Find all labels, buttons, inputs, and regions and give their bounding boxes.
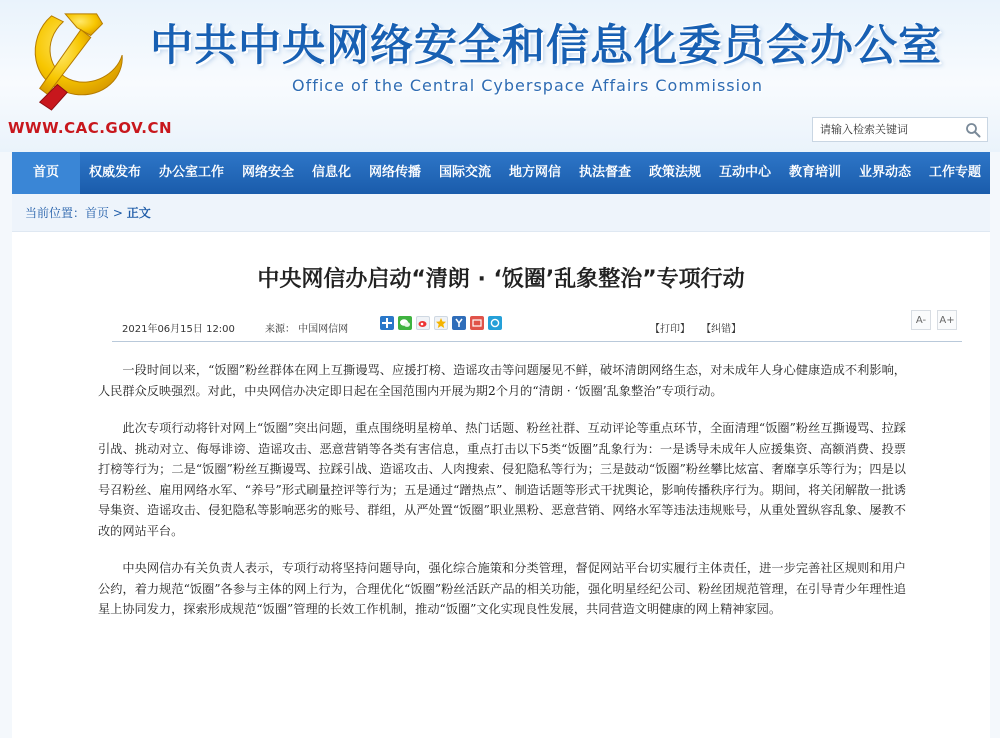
article-actions <box>650 320 749 335</box>
search-input[interactable] <box>813 118 961 141</box>
nav-item-authoritative-release[interactable]: 权威发布 <box>88 165 141 180</box>
breadcrumb <box>12 194 990 232</box>
breadcrumb-separator: > <box>109 206 127 220</box>
search-box <box>812 117 988 142</box>
breadcrumb-prefix: 当前位置： <box>25 206 86 220</box>
share-icons <box>380 316 502 330</box>
nav-item-work-topics[interactable]: 工作专题 <box>928 165 981 180</box>
nav-item-informatization[interactable]: 信息化 <box>311 165 351 180</box>
plus-share-icon[interactable] <box>380 316 394 330</box>
nav-item-online-communication[interactable]: 网络传播 <box>368 165 421 180</box>
nav-item-industry-news[interactable]: 业界动态 <box>858 165 911 180</box>
article-body <box>98 360 906 637</box>
content-panel <box>12 194 990 738</box>
article-paragraph: 中央网信办有关负责人表示，专项行动将坚持问题导向，强化综合施策和分类管理，督促网站平台切实履行主体责任，进一步完善社区规则和用户公约，着力规范“饭圈”各参与主体的网上行为，合理优化“饭圈”粉丝活跃产品的相关功能，强化明星经纪公司、粉丝团规范管理，在引导青少年理性追星上协同发力，探索形成规范“饭圈”管理的长效工作机制，推动“饭圈”文化实现良性发展，共同营造文明健康的网上精神家园。 <box>98 561 906 616</box>
nav-item-office-work[interactable]: 办公室工作 <box>158 165 224 180</box>
nav-item-interaction-center[interactable]: 互动中心 <box>718 165 771 180</box>
article-date: 2021年06月15日 12:00 <box>122 324 235 335</box>
party-emblem-icon <box>18 8 136 112</box>
article-title: 中央网信办启动“清朗 · ‘饭圈’乱象整治”专项行动 <box>257 267 745 292</box>
site-url[interactable]: WWW.CAC.GOV.CN <box>8 119 173 137</box>
wechat-icon[interactable] <box>398 316 412 330</box>
print-link[interactable]: 【打印】 <box>650 324 690 335</box>
site-title-en: Office of the Central Cyberspace Affairs Commission <box>292 76 763 95</box>
search-icon[interactable] <box>965 122 981 138</box>
nav-item-law-enforcement[interactable]: 执法督查 <box>578 165 631 180</box>
site-header <box>0 0 1000 152</box>
nav-item-home[interactable]: 首页 <box>12 152 80 194</box>
qzone-icon[interactable] <box>434 316 448 330</box>
main-nav <box>12 152 990 194</box>
nav-item-international-exchange[interactable]: 国际交流 <box>438 165 491 180</box>
article-paragraph: 一段时间以来，“饭圈”粉丝群体在网上互撕谩骂、应援打榜、造谣攻击等问题屡见不鲜，破坏清朗网络生态，对未成年人身心健康造成不利影响，人民群众反映强烈。对此，中央网信办决定即日起在全国范围内开展为期2个月的“清朗 · ‘饭圈’乱象整治”专项行动。 <box>98 363 906 398</box>
weibo-icon[interactable] <box>416 316 430 330</box>
nav-item-education-training[interactable]: 教育培训 <box>788 165 841 180</box>
site-title-cn: 中共中央网络安全和信息化委员会办公室 <box>150 21 942 71</box>
breadcrumb-current: 正文 <box>126 206 151 220</box>
nav-item-cybersecurity[interactable]: 网络安全 <box>241 165 294 180</box>
font-decrease-button[interactable]: A- <box>911 310 931 330</box>
article-meta <box>122 316 962 342</box>
nav-item-policies-regulations[interactable]: 政策法规 <box>648 165 701 180</box>
nav-item-local-cac[interactable]: 地方网信 <box>508 165 561 180</box>
article-paragraph: 此次专项行动将针对网上“饭圈”突出问题，重点围绕明星榜单、热门话题、粉丝社群、互动评论等重点环节，全面清理“饭圈”粉丝互撕谩骂、拉踩引战、挑动对立、侮辱诽谤、造谣攻击、恶意营销等各类有害信息，重点打击以下5类“饭圈”乱象行为：一是诱导未成年人应援集资、高额消费、投票打榜等行为；二是“饭圈”粉丝互撕谩骂、拉踩引战、造谣攻击、人肉搜索、侵犯隐私等行为；三是鼓动“饭圈”粉丝攀比炫富、奢靡享乐等行为；四是以号召粉丝、雇用网络水军、“养号”形式刷量控评等行为；五是通过“蹭热点”、制造话题等形式干扰舆论，影响传播秩序行为。期间，将关闭解散一批诱导集资、造谣攻击、侵犯隐私等影响恶劣的账号、群组，从严处置“饭圈”职业黑粉、恶意营销、网络水军等违法违规账号，从重处置纵容乱象、屡教不改的网站平台。 <box>98 421 906 538</box>
report-error-link[interactable]: 【纠错】 <box>701 324 742 335</box>
renren-icon[interactable] <box>452 316 466 330</box>
link-icon[interactable] <box>488 316 502 330</box>
breadcrumb-home-link[interactable]: 首页 <box>85 206 110 220</box>
font-increase-button[interactable]: A+ <box>937 310 957 330</box>
article-source: 来源： 中国网信网 <box>265 324 349 335</box>
douban-icon[interactable] <box>470 316 484 330</box>
meta-divider <box>112 341 962 342</box>
